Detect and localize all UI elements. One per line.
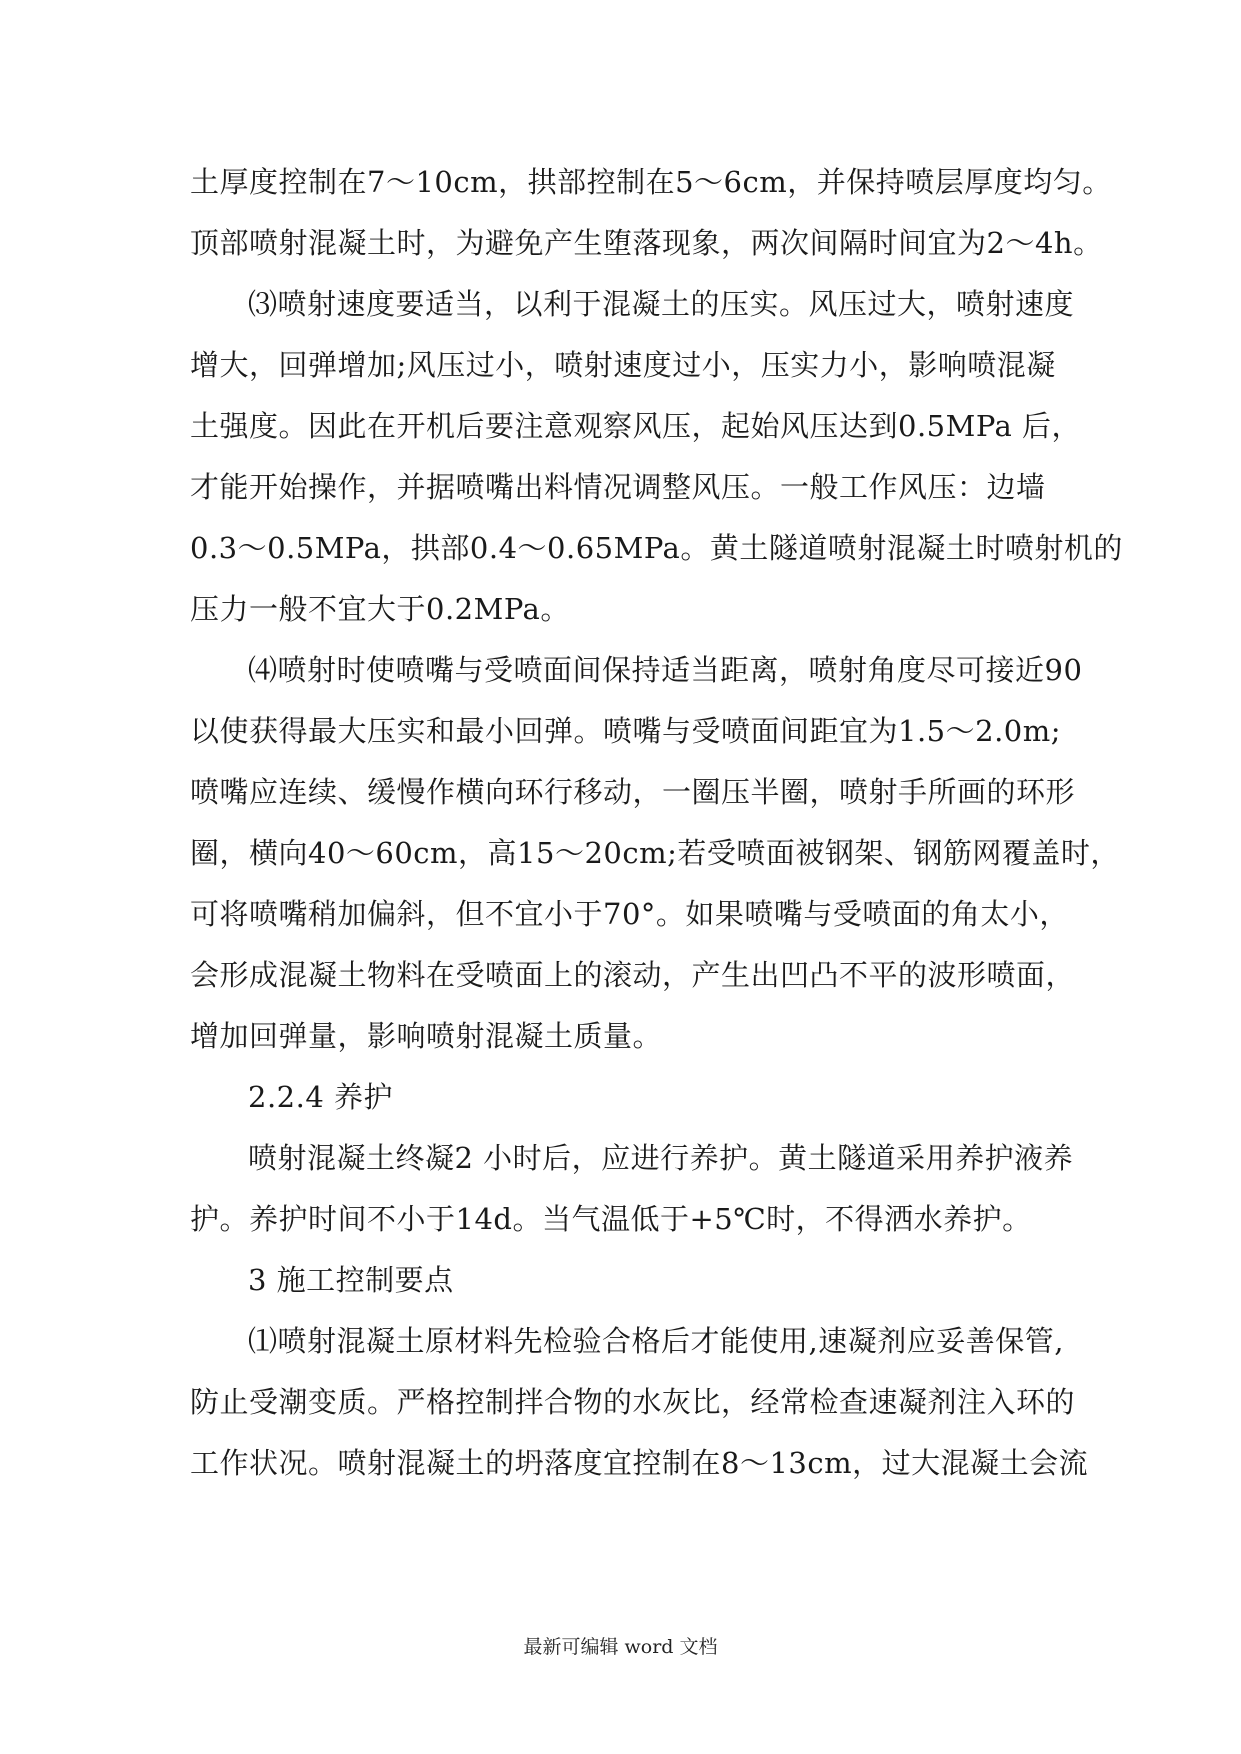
- text-line: 圈，横向40～60cm，高15～20cm;若受喷面被钢架、钢筋网覆盖时，: [190, 836, 1120, 870]
- text-line: 才能开始操作，并据喷嘴出料情况调整风压。一般工作风压：边墙: [190, 470, 1046, 504]
- text-line: 土厚度控制在7～10cm，拱部控制在5～6cm，并保持喷层厚度均匀。: [190, 165, 1112, 199]
- text-line: 会形成混凝土物料在受喷面上的滚动，产生出凹凸不平的波形喷面，: [190, 958, 1076, 992]
- text-line: 顶部喷射混凝土时，为避免产生堕落现象，两次间隔时间宜为2～4h。: [190, 226, 1103, 260]
- text-line: 喷嘴应连续、缓慢作横向环行移动，一圈压半圈，喷射手所画的环形: [190, 775, 1076, 809]
- text-line: 喷射混凝土终凝2 小时后，应进行养护。黄土隧道采用养护液养: [248, 1141, 1074, 1175]
- text-line: 0.3～0.5MPa，拱部0.4～0.65MPa。黄土隧道喷射混凝土时喷射机的: [190, 531, 1123, 565]
- text-line: ⑶喷射速度要适当，以利于混凝土的压实。风压过大，喷射速度: [248, 287, 1075, 321]
- page-footer: 最新可编辑 word 文档: [523, 1636, 718, 1658]
- text-line: ⑷喷射时使喷嘴与受喷面间保持适当距离，喷射角度尽可接近90: [248, 653, 1083, 687]
- text-line: 增加回弹量，影响喷射混凝土质量。: [190, 1019, 663, 1053]
- section-heading: 3 施工控制要点: [248, 1263, 454, 1297]
- text-line: 工作状况。喷射混凝土的坍落度宜控制在8～13cm，过大混凝土会流: [190, 1446, 1089, 1480]
- section-heading: 2.2.4 养护: [248, 1080, 394, 1114]
- text-line: 可将喷嘴稍加偏斜，但不宜小于70°。如果喷嘴与受喷面的角太小，: [190, 897, 1069, 931]
- text-line: 防止受潮变质。严格控制拌合物的水灰比，经常检查速凝剂注入环的: [190, 1385, 1076, 1419]
- document-body: [190, 152, 1123, 1494]
- text-line: 增大，回弹增加;风压过小，喷射速度过小，压实力小，影响喷混凝: [190, 348, 1056, 382]
- text-line: 护。养护时间不小于14d。当气温低于+5℃时，不得洒水养护。: [190, 1202, 1032, 1236]
- text-line: 以使获得最大压实和最小回弹。喷嘴与受喷面间距宜为1.5～2.0m;: [190, 714, 1062, 748]
- text-line: ⑴喷射混凝土原材料先检验合格后才能使用,速凝剂应妥善保管,: [248, 1324, 1064, 1358]
- text-line: 压力一般不宜大于0.2MPa。: [190, 592, 570, 626]
- text-line: 土强度。因此在开机后要注意观察风压，起始风压达到0.5MPa 后，: [190, 409, 1082, 443]
